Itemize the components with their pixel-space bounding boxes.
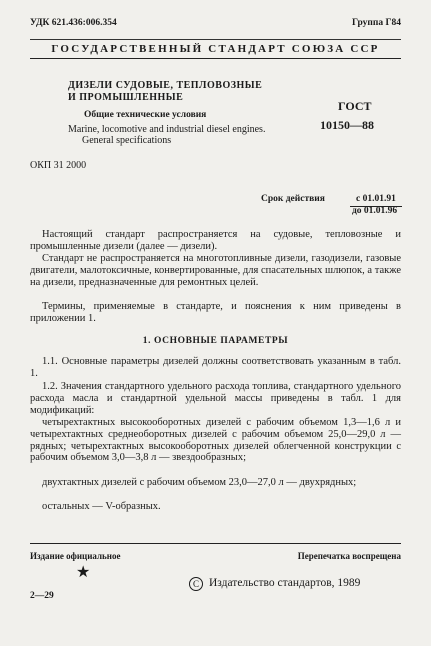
okp-code: ОКП 31 2000 xyxy=(30,160,87,171)
validity-to: до 01.01.96 xyxy=(352,206,398,216)
standard-name: ГОСУДАРСТВЕННЫЙ СТАНДАРТ СОЮЗА ССР xyxy=(51,43,380,55)
paragraph-text: Стандарт не распространяется на многотопливные дизели, газодизели, газовые двигатели, малотоксичные, конвертированные, для спасательных шлюпок, а также на дизели, предназначенные для ремонтных целей. xyxy=(30,253,401,288)
paragraph-1-1 xyxy=(30,356,401,380)
star-icon: ★ xyxy=(76,564,91,581)
gost-number: 10150—88 xyxy=(320,118,374,132)
english-title-line1: Marine, locomotive and industrial diesel engines. xyxy=(68,124,266,135)
paragraph-terms xyxy=(30,301,401,325)
paragraph-exclusions xyxy=(30,253,401,288)
top-rule-thick xyxy=(30,58,401,59)
paragraph-text: двухтактных дизелей с рабочим объемом 23,0—27,0 л — двухрядных; xyxy=(42,477,357,488)
bottom-rule xyxy=(30,543,401,544)
paragraph-text: остальных — V-образных. xyxy=(42,501,161,512)
validity-label: Срок действия xyxy=(261,194,325,204)
copyright-text: Издательство стандартов, 1989 xyxy=(209,577,361,589)
paragraph-text: 1.1. Основные параметры дизелей должны соответствовать указанным в табл. 1. xyxy=(30,356,401,379)
document-subtitle: Общие технические условия xyxy=(84,110,207,120)
document-title-line2: И ПРОМЫШЛЕННЫЕ xyxy=(68,92,184,103)
paragraph-text: четырехтактных высокооборотных дизелей с рабочим объемом 1,3—1,6 л и четырехтактных среднеоборотных дизелей с рабочим объемом 25,0—29,0 л — рядных; четырехтактных высокооборотных дизелей облегченной конструкции с рабочим объемом 3,0—3,8 л — звездообразных; xyxy=(30,417,401,464)
paragraph-text: 1.2. Значения стандартного удельного расхода топлива, стандартного удельного расхода масла и стандартной удельной массы приведены в табл. 1 для модификаций: xyxy=(30,381,401,416)
paragraph-four-stroke xyxy=(30,417,401,464)
paragraph-scope xyxy=(30,229,401,253)
top-rule xyxy=(30,39,401,40)
paragraph-text: Настоящий стандарт распространяется на судовые, тепловозные и промышленные дизели (далее — дизели). xyxy=(30,229,401,252)
paragraph-two-stroke xyxy=(30,477,401,489)
validity-from: с 01.01.91 xyxy=(356,194,396,204)
gost-label: ГОСТ xyxy=(338,99,372,113)
paragraph-1-2 xyxy=(30,381,401,416)
paragraph-text: Термины, применяемые в стандарте, и пояснения к ним приведены в приложении 1. xyxy=(30,301,401,324)
official-edition-label: Издание официальное xyxy=(30,551,121,561)
udk-code: УДК 621.436:006.354 xyxy=(30,18,117,28)
copyright-line xyxy=(189,577,360,591)
page-number: 2—29 xyxy=(30,591,54,601)
reprint-prohibited-label: Перепечатка воспрещена xyxy=(297,551,401,561)
english-title-line2: General specifications xyxy=(82,135,172,146)
paragraph-other xyxy=(30,501,401,513)
document-title-line1: ДИЗЕЛИ СУДОВЫЕ, ТЕПЛОВОЗНЫЕ xyxy=(68,80,263,91)
group-code: Группа Г84 xyxy=(352,18,401,28)
section-heading: 1. ОСНОВНЫЕ ПАРАМЕТРЫ xyxy=(142,336,289,346)
copyright-icon: C xyxy=(189,577,203,591)
